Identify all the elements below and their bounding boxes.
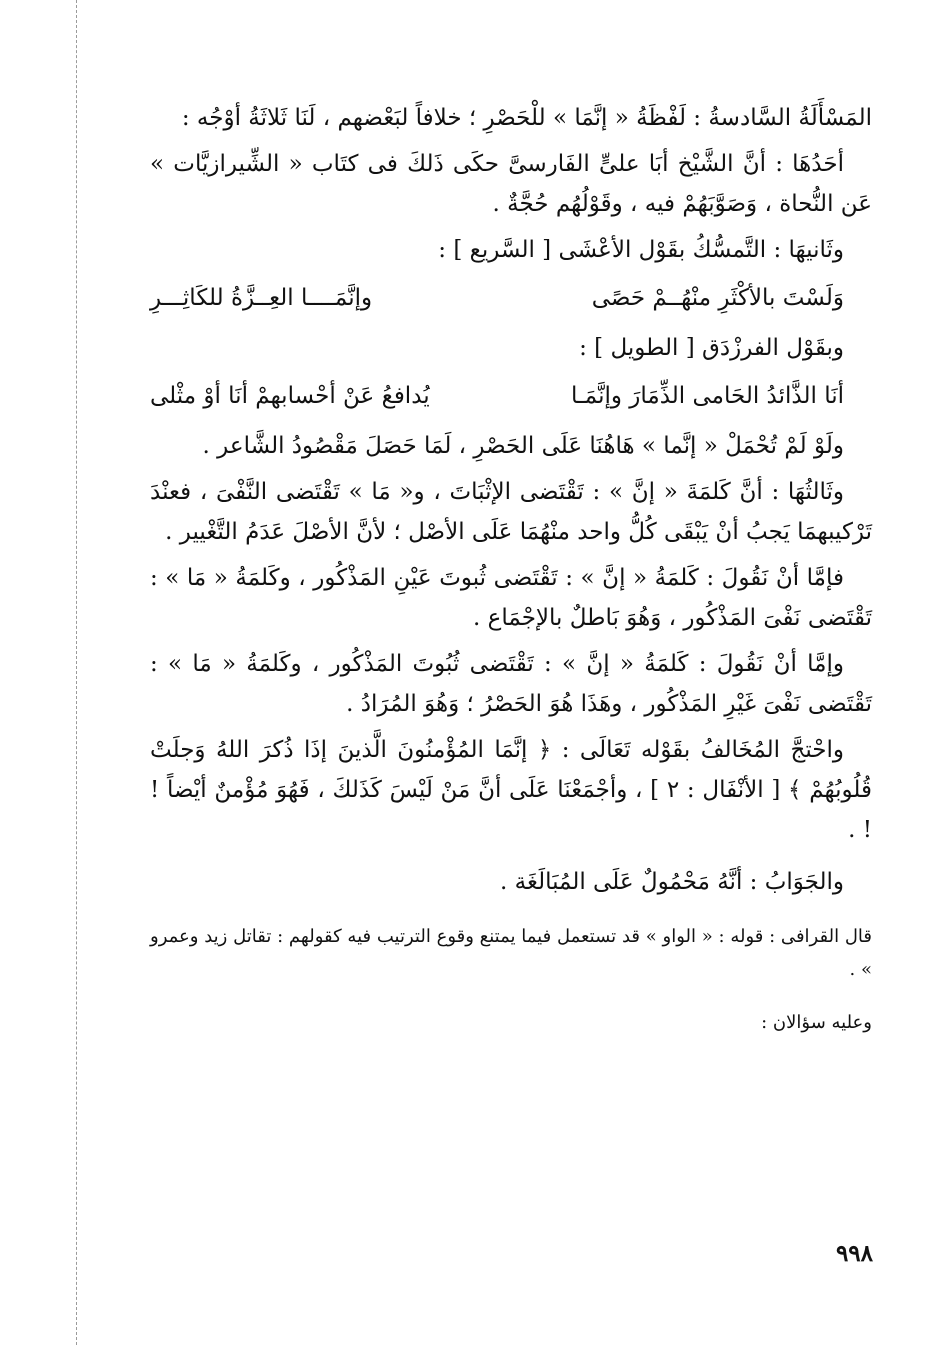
verse-first-hemistich: أنَا الذَّائدُ الحَامى الذِّمَارَ وإنَّمَـا [571, 383, 844, 409]
paragraph-second-aspect: وثَانيهَا : التَّمسُّكُ بقَوْل الأعْشَى [ السَّريع ] : [438, 237, 844, 263]
paragraph-poet-intent: ولَوْ لَمْ تُحْمَلْ « إنَّما » هَاهُنَا عَلَى الحَصْرِ ، لَمَا حَصَلَ مَقْصُودُ الشَّاعر . [202, 433, 844, 459]
paragraph-answer: والجَوَابُ : أنَّهُ مَحْمُولٌ عَلَى المُبَالَغَة . [500, 869, 844, 895]
paragraph-second-alternative: وإمَّا أنْ نَقُولَ : كَلمَةُ « إنَّ » : تَقْتَضى ثُبُوتَ المَذْكُور ، وكَلمَةُ « مَا » : تَقْتَضى نَفْىَ غَيْرِ المَذْكُور ، وهَذَا هُوَ الحَصْرُ ؛ وَهُوَ المُرَادُ . [150, 651, 872, 717]
page-number: ٩٩٨ [835, 1240, 873, 1267]
commentary-two-questions: وعليه سؤالان : [761, 1012, 872, 1033]
paragraph-first-alternative: فإمَّا أنْ نَقُولَ : كَلمَةُ « إنَّ » : تَقْتَضى ثُبوتَ عَيْنِ المَذْكُور ، وكَلمَةُ « مَا » : تَقْتَضى نَفْىَ المَذْكُور ، وَهُوَ بَاطلٌ بالإجْمَاع . [150, 565, 872, 631]
verse-second-hemistich: وإنَّمَــــا العِــزَّةُ للكَاثِـــرِ [150, 285, 373, 311]
paragraph-first-aspect: أحَدُهَا : أنَّ الشَّيْخ أبَا علىٍّ الفَارسىَّ حكَى ذَلكَ فى كتَاب « الشِّيرازيَّات » عَن النُّحاة ، وَصَوَّبَهُمْ فيه ، وقَوْلُهُم حُجَّةٌ . [150, 151, 872, 217]
paragraph-third-aspect: وثَالثُهَا : أنَّ كَلمَةَ « إنَّ » : تَقْتَضى الإثْبَاتَ ، و« مَا » تَقْتَضى النَّفْىَ ، فعنْدَ تَرْكيبهمَا يَجبُ أنْ يَبْقَى كُلُّ واحد منْهُمَا عَلَى الأصْل ؛ لأنَّ الأصْلَ عَدَمُ التَّغْيير . [150, 479, 872, 545]
verse-second-hemistich: يُدافعُ عَنْ أحْسابهمْ أنَا أوْ مثْلى [150, 383, 430, 409]
paragraph-objection: واحْتجَّ المُخَالفُ بقَوْله تَعَالَى : ﴿ إنَّمَا المُؤْمنُونَ الَّذينَ إذَا ذُكرَ اللهُ وَجلَتْ قُلُوبُهُمْ ﴾ [ الأنْفَال : ٢ ] ، وأجْمَعْنَا عَلَى أنَّ مَنْ لَيْسَ كَذَلكَ ، فَهُوَ مُؤْمنٌ أيْضاً ! ! . [150, 737, 872, 843]
paragraph-farazdaq-intro: وبقَوْل الفرزْدَق [ الطويل ] : [579, 335, 844, 361]
page-body [150, 98, 872, 1039]
verse-farazdaq [150, 376, 872, 416]
paragraph-sixth-question: المَسْأَلَةُ السَّادسةُ : لَفْظَةُ « إنَّمَا » للْحَصْرِ ؛ خلافاً لبَعْضهم ، لَنَا ثَلاثَةُ أوْجُه : [181, 105, 872, 131]
verse-first-hemistich: وَلَسْتَ بالأكْثَرِ منْهُــمْ حَصًى [591, 285, 844, 311]
commentary-qarafi: قال القرافى : قوله : « الواو » قد تستعمل فيما يمتنع وقوع الترتيب فيه كقولهم : تقاتل زيد وعمرو » . [150, 926, 872, 980]
binding-dashed-line [76, 0, 77, 1345]
verse-al-asha [150, 278, 872, 318]
